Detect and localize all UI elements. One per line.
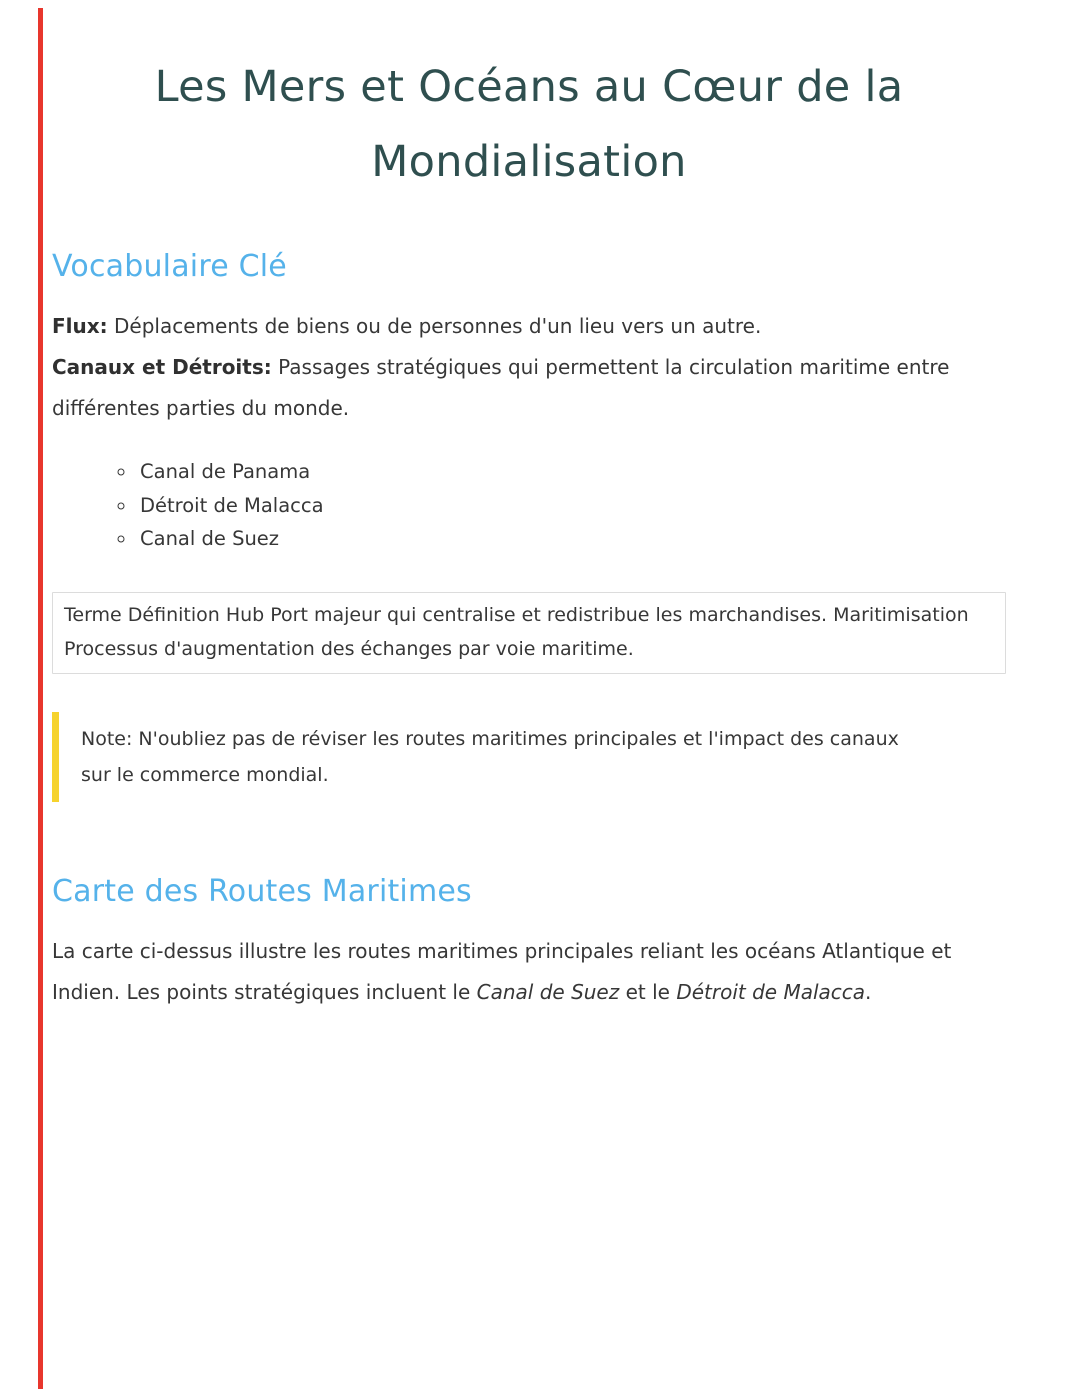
section-heading-carte: Carte des Routes Maritimes (52, 874, 472, 910)
carte-paragraph (52, 931, 1006, 1013)
list-item-detroit-de-malacca: ◦ Détroit de Malacca (137, 489, 1006, 523)
note-text: Note: N'oubliez pas de réviser les routes maritimes principales et l'impact des canaux sur le commerce mondial. (81, 728, 899, 787)
carte-italic-detroit-de-malacca: Détroit de Malacca (676, 980, 866, 1005)
terme-definition-box (52, 592, 1006, 674)
term-flux: Flux: (52, 313, 108, 338)
carte-italic-canal-de-suez: Canal de Suez (476, 980, 620, 1005)
note-callout (52, 712, 1006, 802)
carte-text-1: La carte ci-dessus illustre les routes maritimes principales reliant les océans Atlantique et Indien. Les points stratégiques incluent le (52, 939, 952, 1005)
page-left-accent-line (38, 8, 43, 1389)
term-canaux-detroits: Canaux et Détroits: (52, 354, 272, 379)
terme-definition-text: Terme Définition Hub Port majeur qui centralise et redistribue les marchandises. Maritimisation Processus d'augmentation des échanges par voie maritime. (64, 603, 969, 660)
section-heading-vocabulaire: Vocabulaire Clé (52, 248, 287, 284)
definition-canaux-detroits: Passages stratégiques qui permettent la circulation maritime entre différentes parties du monde. (52, 354, 950, 420)
definition-flux: Déplacements de biens ou de personnes d'un lieu vers un autre. (107, 313, 762, 338)
vocab-definitions-paragraph (52, 306, 1006, 430)
carte-text-2: et le (619, 980, 677, 1005)
list-item-canal-de-suez: ◦ Canal de Suez (137, 522, 1006, 556)
strategic-passages-list (52, 455, 1006, 556)
page-title: Les Mers et Océans au Cœur de la Mondialisation (154, 62, 904, 188)
carte-text-3: . (865, 980, 872, 1005)
list-item-canal-de-panama: ◦ Canal de Panama (137, 455, 1006, 489)
